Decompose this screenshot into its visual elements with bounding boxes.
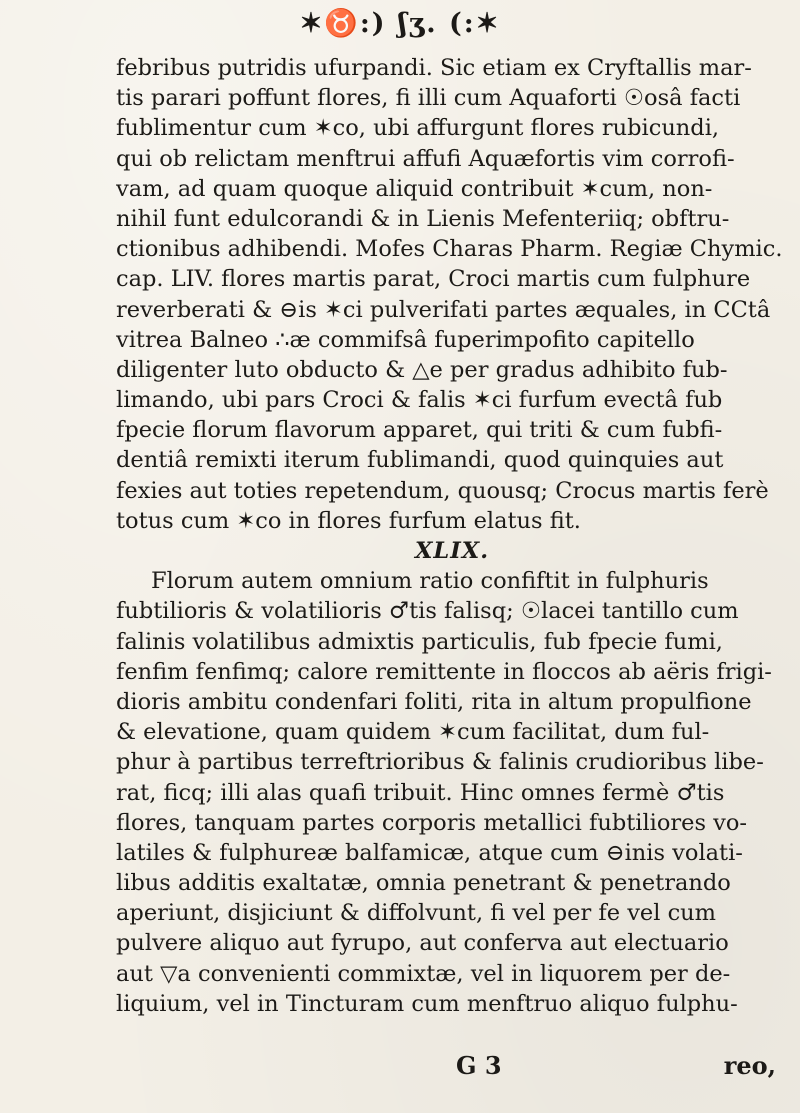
text-line: falinis volatilibus admixtis particulis, fub fpecie fumi, [116, 628, 723, 655]
text-line: aut ▽a convenienti commixtæ, vel in liquorem per de- [116, 960, 731, 987]
text-line: flores, tanquam partes corporis metallici fubtiliores vo- [116, 809, 748, 836]
text-line: fublimentur cum ✶co, ubi affurgunt flores rubicundi, [116, 115, 720, 142]
text-line: pulvere aliquo aut fyrupo, aut conferva aut electuario [116, 930, 729, 957]
text-line: nihil funt edulcorandi & in Lienis Mefenteriiq; obftru- [116, 205, 730, 232]
signature-mark: G 3 [456, 1051, 502, 1080]
text-line: vam, ad quam quoque aliquid contribuit ✶cum, non- [116, 175, 713, 202]
text-line: Florum autem omnium ratio confiftit in fulphuris [151, 568, 709, 595]
text-line: fexies aut toties repetendum, quousq; Crocus martis ferè [116, 477, 769, 504]
text-line: rat, ficq; illi alas quafi tribuit. Hinc omnes fermè ♂tis [116, 779, 725, 806]
text-line: vitrea Balneo ∴æ commifsâ fuperimpofito capitello [116, 326, 695, 353]
catchword: reo, [723, 1051, 776, 1080]
text-line: totus cum ✶co in flores furfum elatus fit. [116, 507, 581, 534]
text-line: dentiâ remixti iterum fublimandi, quod quinquies aut [116, 447, 724, 474]
text-line: tis parari poffunt flores, fi illi cum Aquaforti ☉osâ facti [116, 85, 741, 112]
text-line: aperiunt, disjiciunt & diffolvunt, fi vel per fe vel cum [116, 900, 717, 927]
text-line: phur à partibus terreftrioribus & falinis crudioribus libe- [116, 749, 764, 776]
text-line: latiles & fulphureæ balfamicæ, atque cum ⊖inis volati- [116, 839, 743, 866]
text-line: fubtilioris & volatilioris ♂tis falisq; ☉lacei tantillo cum [116, 598, 739, 625]
text-line: febribus putridis ufurpandi. Sic etiam ex Cryftallis mar- [116, 55, 752, 81]
text-line: cap. LIV. flores martis parat, Croci martis cum fulphure [116, 266, 751, 293]
text-line: & elevatione, quam quidem ✶cum facilitat, dum ful- [116, 719, 710, 746]
text-line: diligenter luto obducto & △e per gradus adhibito fub- [116, 356, 728, 383]
text-line: qui ob relictam menftrui affufi Aquæfortis vim corrofi- [116, 145, 735, 172]
text-line: dioris ambitu condenfari foliti, rita in altum propulfione [116, 688, 752, 715]
page-body [116, 53, 788, 1019]
text-line: ctionibus adhibendi. Mofes Charas Pharm. Regiæ Chymic. [116, 236, 783, 263]
page-footer [116, 1050, 788, 1082]
text-line: reverberati & ⊖is ✶ci pulverifati partes æquales, in CCtâ [116, 296, 771, 323]
running-header: ✶♉:) ʃʒ. (:✶ [299, 8, 501, 39]
text-line: fpecie florum flavorum apparet, qui triti & cum fubfi- [116, 417, 723, 444]
section-number: XLIX. [414, 538, 490, 564]
text-line: fenfim fenfimq; calore remittente in floccos ab aëris frigi- [116, 658, 772, 685]
text-line: limando, ubi pars Croci & falis ✶ci furfum evectâ fub [116, 387, 723, 414]
text-line: libus additis exaltatæ, omnia penetrant & penetrando [116, 870, 731, 897]
text-line: liquium, vel in Tincturam cum menftruo aliquo fulphu- [116, 990, 738, 1017]
